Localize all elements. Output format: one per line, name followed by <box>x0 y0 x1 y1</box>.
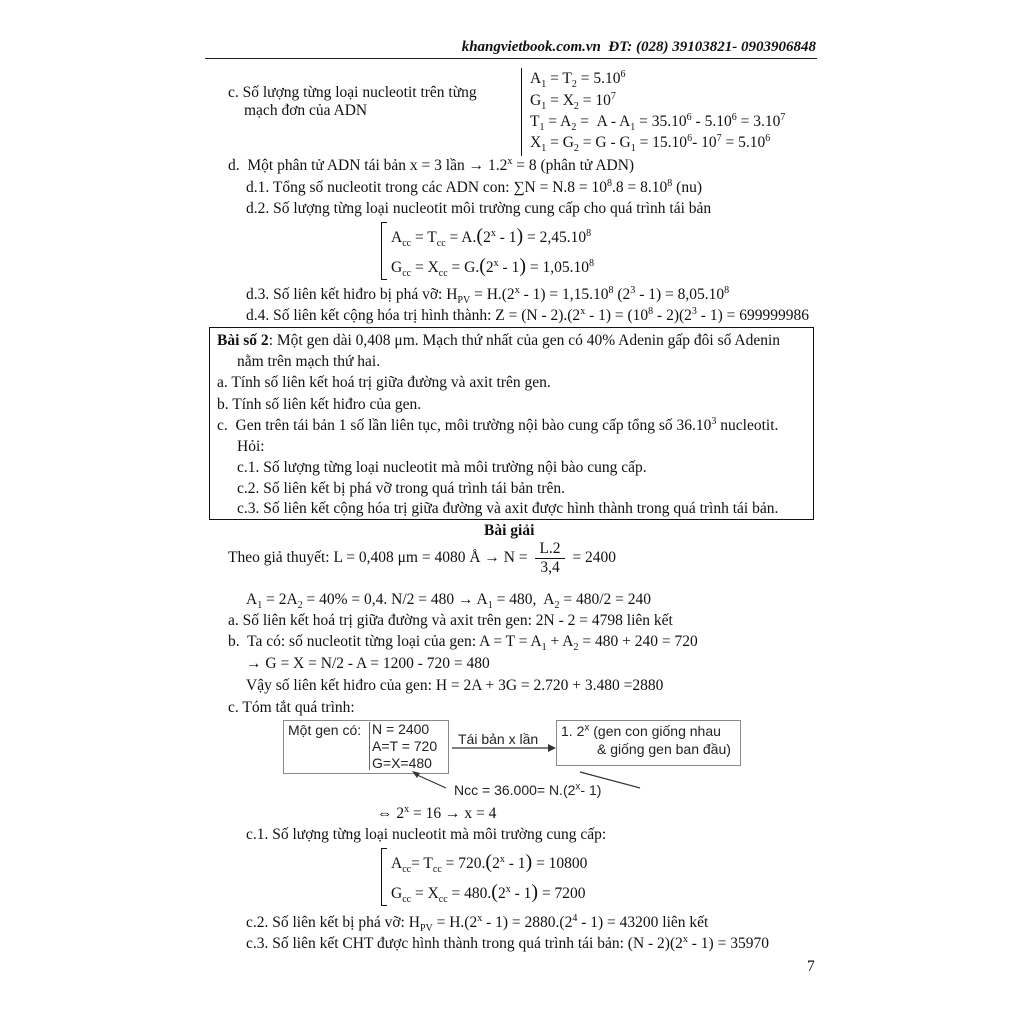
solution-c3: c.3. Số liên kết CHT được hình thành trong quá trình tái bản: (N - 2)(2$^x$ - 1) = 35970 <box>246 933 769 952</box>
page-number: 7 <box>807 958 815 975</box>
gene-gx: G=X=480 <box>372 755 432 771</box>
solution-c: c. Tóm tắt quá trình: <box>228 699 355 716</box>
exercise-2-c1: c.1. Số lượng từng loại nucleotit mà môi trường nội bào cung cấp. <box>237 459 647 476</box>
part-c-label-2: mạch đơn của ADN <box>244 102 368 119</box>
c1-line-2: $G_{cc} = X_{cc} = 480.(2^x - 1) = 7200$ <box>391 881 586 906</box>
solution-c1: c.1. Số lượng từng loại nucleotit mà môi trường cung cấp: <box>246 826 607 843</box>
header-site: khangvietbook.com.vn <box>461 39 601 55</box>
part-d1: d.1. Tổng số nucleotit trong các ADN con: $\sum N = N.8 = 10^8.8 = 8.10^8$ (nu) <box>246 177 702 196</box>
d2-line-2: $G_{cc} = X_{cc} = G.(2^x - 1) = 1,05.10^8$ <box>391 255 594 280</box>
exercise-2-c2: c.2. Số liên kết bị phá vỡ trong quá trình tái bản trên. <box>237 480 566 497</box>
exercise-2-b: b. Tính số liên kết hiđro của gen. <box>217 396 422 413</box>
part-d4: d.4. Số liên kết cộng hóa trị hình thành: $Z = (N - 2).(2^x - 1) = (10^8 - 2)(2^3 - 1) = 699999986$ <box>246 305 809 324</box>
part-c-line-3: $T_1 = A_2 = A - A_1 = 35.10^6 - 5.10^6 = 3.10^7$ <box>530 111 786 134</box>
exercise-2-text1: : Một gen dài 0,408 μm. Mạch thứ nhất của gen có 40% Adenin gấp đôi số Adenin <box>268 332 781 349</box>
gene-label: Một gen có: <box>288 722 362 738</box>
header-phone: ĐT: (028) 39103821- 0903906848 <box>608 39 816 55</box>
fraction-numerator: L.2 <box>535 540 564 559</box>
exercise-2-c3: c.3. Số liên kết cộng hóa trị giữa đường và axit được hình thành trong quá trình tái bản. <box>237 500 779 517</box>
exercise-2-a: a. Tính số liên kết hoá trị giữa đường và axit trên gen. <box>217 374 551 391</box>
part-d2: d.2. Số lượng từng loại nucleotit môi trường cung cấp cho quá trình tái bản <box>246 200 712 217</box>
gene-at: A=T = 720 <box>372 738 438 754</box>
part-d3: d.3. Số liên kết hiđro bị phá vỡ: $H_{PV} = H.(2^x - 1) = 1,15.10^8$ $(2^3 - 1) = 8,05.10^8$ <box>246 284 730 307</box>
solution-a: a. Số liên kết hoá trị giữa đường và axit trên gen: 2N - 2 = 4798 liên kết <box>228 612 673 629</box>
exercise-2-text2: nằm trên mạch thứ hai. <box>237 353 381 370</box>
replication-label: Tái bản x lần <box>458 731 539 747</box>
part-d-intro: d. Một phân tử ADN tái bản x = 3 lần → $1.2^x = 8$ (phân tử ADN) <box>228 155 635 174</box>
solution-b: b. Ta có: số nucleotit từng loại của gen: $A = T = A_1 + A_2 = 480 + 240 = 720$ <box>228 633 698 654</box>
part-c-line-4: $X_1 = G_2 = G - G_1 = 15.10^6-$ $10^7 = 5.10^6$ <box>530 132 771 155</box>
part-c-line-1: $A_1 = T_2 = 5.10^6$ <box>530 68 626 91</box>
solution-b2: → G = X = N/2 - A = 1200 - 720 = 480 <box>246 655 490 672</box>
d2-line-1: $A_{cc} = T_{cc} = A.(2^x - 1) = 2,45.10^8$ <box>391 225 592 250</box>
ncc-formula: Ncc = $36.000= N.(2^x-$ 1) <box>454 781 602 798</box>
solution-equiv: ⇔ $2^x = 16 \to x = 4$ <box>377 803 497 822</box>
solution-title: Bài giải <box>484 522 535 539</box>
solution-b3: Vậy số liên kết hiđro của gen: H = 2A + 3G = 2.720 + 3.480 =2880 <box>246 677 664 694</box>
result-line-1: 1. 2$^x$ (gen con giống nhau <box>561 722 721 739</box>
c1-bracket <box>381 848 387 906</box>
exercise-2-hoi: Hỏi: <box>237 438 265 455</box>
solution-c2: c.2. Số liên kết bị phá vỡ: $H_{PV} = H.(2^x - 1) = 2880.(2^4 - 1) = 43200$ liên kết <box>246 912 709 935</box>
exercise-2-c: c. Gen trên tái bản 1 số lần liên tục, môi trường nội bào cung cấp tổng số 36.10$^3$ nucleotit. <box>217 415 779 434</box>
solution-a1: $A_1 = 2A_2 = 40\% = 0,4$. $N/2 = 480 \to A_1 = 480$, $A_2 = 480/2 = 240$ <box>246 591 652 612</box>
solution-given-result: = 2400 <box>572 549 617 567</box>
part-c-label: c. Số lượng từng loại nucleotit trên từng <box>228 84 477 101</box>
c1-line-1: $A_{cc}= T_{cc} = 720.(2^x - 1) = 10800$ <box>391 851 588 876</box>
solution-given-text: Theo giả thuyết: L = 0,408 μm = 4080 Å → N = <box>228 549 528 567</box>
exercise-2-title: Bài số 2 <box>217 332 269 349</box>
fraction-denominator: 3,4 <box>540 559 560 576</box>
gene-n: N = 2400 <box>372 721 430 737</box>
part-c-line-2: $G_1 = X_2 = 10^7$ <box>530 90 616 113</box>
result-line-2: & giống gen ban đầu) <box>597 741 731 757</box>
